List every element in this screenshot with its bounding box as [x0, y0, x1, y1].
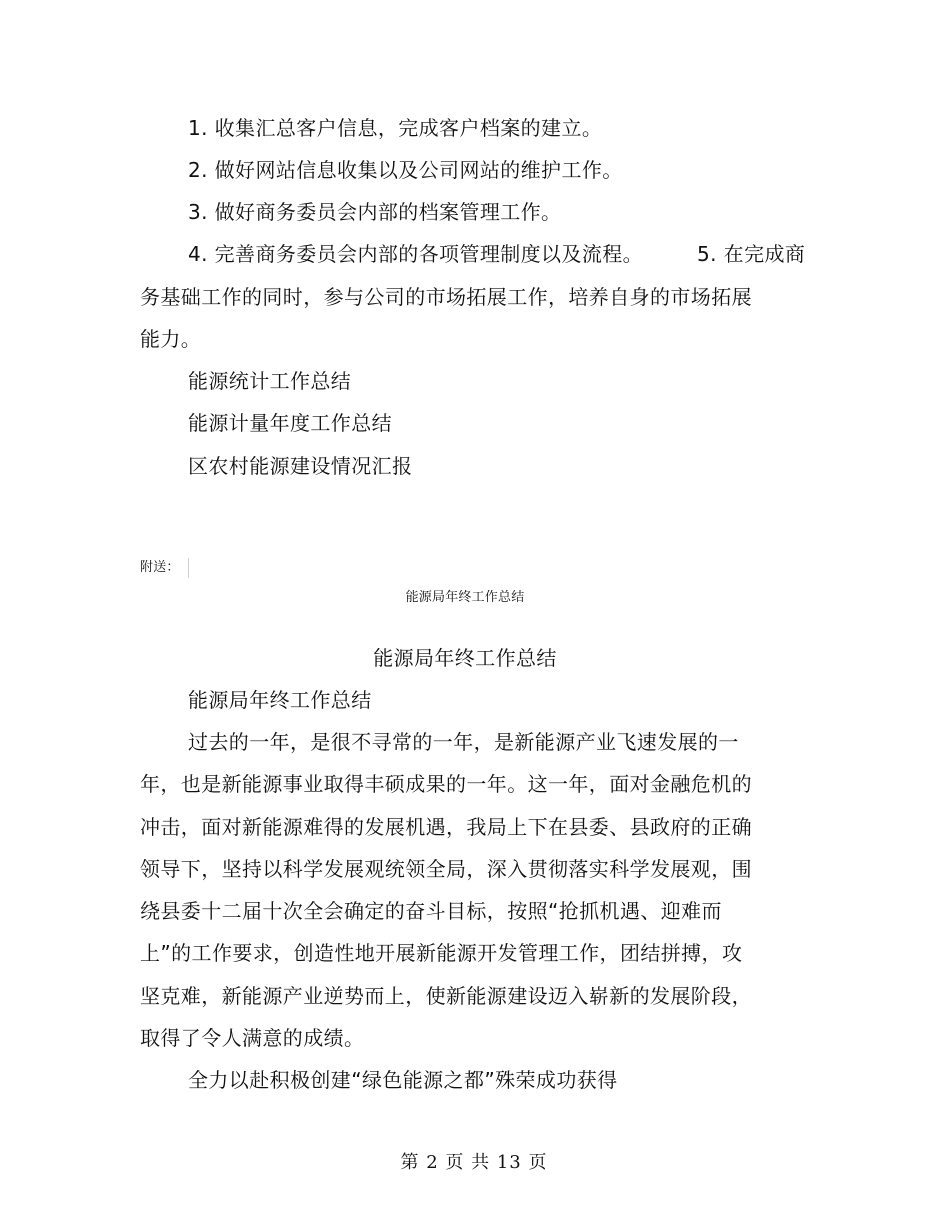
separator-mark: [188, 558, 189, 578]
list-item-5-end: 能力。: [140, 327, 202, 351]
list-item-4-line: [188, 239, 805, 269]
list-item-5-continued: 务基础工作的同时，参与公司的市场拓展工作，培养自身的市场拓展: [140, 285, 752, 309]
article-subtitle: 能源局年终工作总结: [188, 688, 372, 712]
paragraph-line: 上”的工作要求，创造性地开展新能源开发管理工作，团结拼搏，攻: [140, 941, 743, 965]
paragraph-line: 坚克难，新能源产业逆势而上，使新能源建设迈入崭新的发展阶段，: [140, 984, 752, 1008]
paragraph-line: 冲击，面对新能源难得的发展机遇，我局上下在县委、县政府的正确: [140, 815, 752, 839]
page-number: 第 2 页 共 13 页: [400, 1152, 548, 1173]
paragraph-line: 领导下，坚持以科学发展观统领全局，深入贯彻落实科学发展观，围: [140, 857, 752, 881]
related-title-1: 能源统计工作总结: [188, 369, 352, 393]
paragraph-line: 绕县委十二届十次全会确定的奋斗目标，按照“抢抓机遇、迎难而: [140, 899, 722, 923]
paragraph-line: 取得了令人满意的成绩。: [140, 1026, 365, 1050]
paragraph-line: 年，也是新能源事业取得丰硕成果的一年。这一年，面对金融危机的: [140, 772, 752, 796]
attachment-small-title: 能源局年终工作总结: [405, 590, 525, 605]
article-title: 能源局年终工作总结: [373, 646, 557, 670]
related-title-2: 能源计量年度工作总结: [188, 411, 392, 435]
paragraph-line: 过去的一年，是很不寻常的一年，是新能源产业飞速发展的一: [188, 730, 739, 754]
article-last-line: 全力以赴积极创建“绿色能源之都”殊荣成功获得: [188, 1068, 618, 1092]
list-item-2: 2. 做好网站信息收集以及公司网站的维护工作。: [188, 158, 623, 182]
list-item-4: 4. 完善商务委员会内部的各项管理制度以及流程。: [188, 242, 644, 266]
list-item-1: 1. 收集汇总客户信息，完成客户档案的建立。: [188, 116, 603, 140]
list-item-5-start: 5. 在完成商: [697, 242, 806, 266]
related-title-3: 区农村能源建设情况汇报: [188, 454, 413, 478]
list-item-3: 3. 做好商务委员会内部的档案管理工作。: [188, 200, 562, 224]
attachment-label: 附送：: [140, 560, 180, 575]
